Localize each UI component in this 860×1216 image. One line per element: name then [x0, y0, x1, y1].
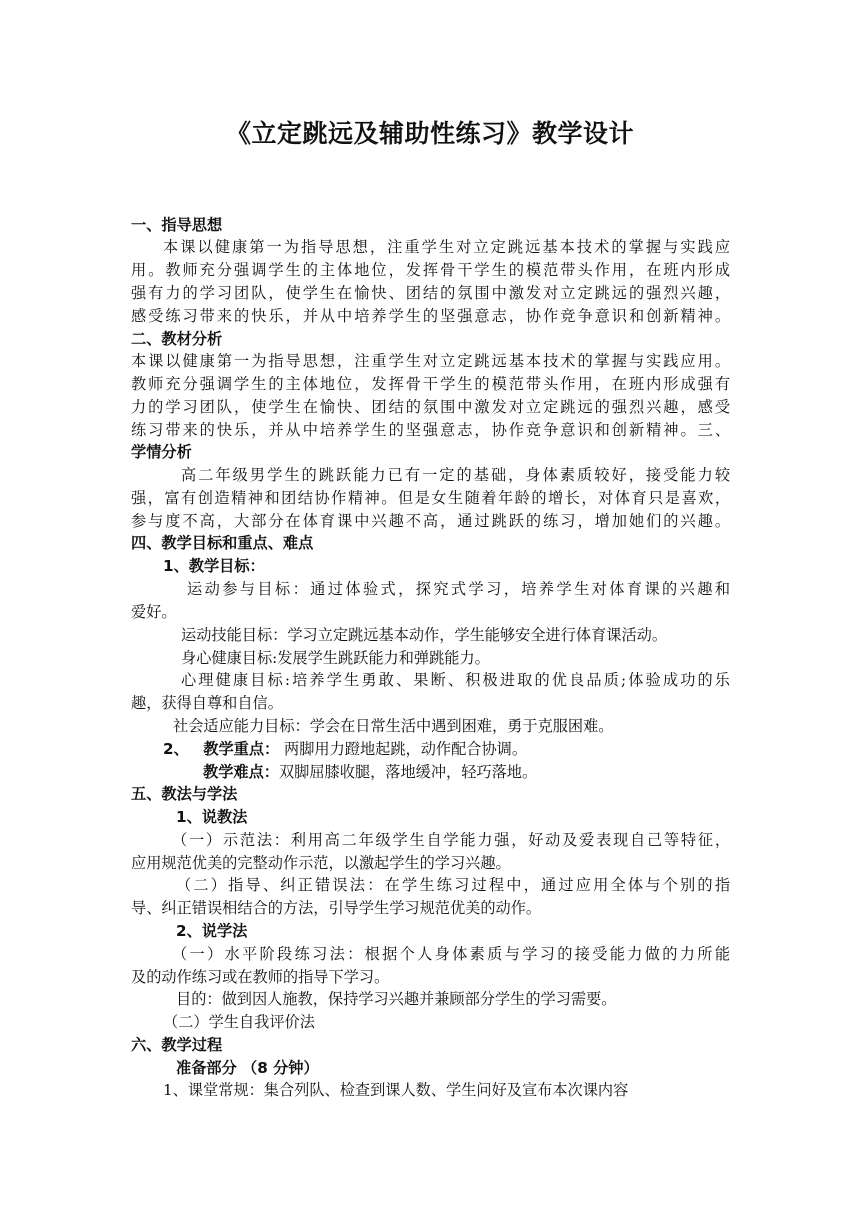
paragraph-line: 导、纠正错误相结合的方法，引导学生学习规范优美的动作。: [131, 899, 542, 917]
paragraph-line: 目的：做到因人施教，保持学习兴趣并兼顾部分学生的学习需要。: [176, 990, 617, 1008]
paragraph-line: 运动参与目标：通过体验式，探究式学习，培养学生对体育课的兴趣和: [187, 580, 730, 598]
paragraph-line: 练习带来的快乐，并从中培养学生的坚强意志，协作竞争意识和创新精神。三、: [131, 421, 730, 439]
paragraph-line: 本课以健康第一为指导思想，注重学生对立定跳远基本技术的掌握与实践应: [163, 238, 730, 256]
paragraph-line: 本课以健康第一为指导思想，注重学生对立定跳远基本技术的掌握与实践应用。: [131, 352, 730, 370]
paragraph-line: 强，富有创造精神和团结协作精神。但是女生随着年龄的增长，对体育只是喜欢，: [131, 489, 730, 507]
paragraph-line: （二）学生自我评价法: [163, 1013, 315, 1031]
paragraph-line: （二）指导、纠正错误法：在学生练习过程中，通过应用全体与个别的指: [176, 876, 730, 894]
paragraph-line: 教师充分强调学生的主体地位，发挥骨干学生的模范带头作用，在班内形成强有: [131, 375, 730, 393]
section-heading-3: 学情分析: [131, 443, 192, 461]
key-point-label: 教学重点：: [203, 740, 280, 758]
document-title: 《立定跳远及辅助性练习》教学设计: [225, 119, 634, 148]
paragraph-line: 趣，获得自尊和自信。: [131, 694, 283, 712]
paragraph-line: 高二年级男学生的跳跃能力已有一定的基础，身体素质较好，接受能力较: [181, 466, 730, 484]
paragraph-line: （一）示范法：利用高二年级学生自学能力强，好动及爱表现自己等特征，: [172, 831, 730, 849]
paragraph-line: 及的动作练习或在教师的指导下学习。: [131, 968, 390, 986]
subheading: 2、说学法: [176, 922, 248, 940]
paragraph-line: 参与度不高，大部分在体育课中兴趣不高，通过跳跃的练习，增加她们的兴趣。: [131, 512, 730, 530]
paragraph-line: 应用规范优美的完整动作示范，以激起学生的学习兴趣。: [131, 854, 511, 872]
difficulty-label: 教学难点：: [203, 763, 279, 781]
paragraph-line: 心理健康目标:培养学生勇敢、果断、积极进取的优良品质;体验成功的乐: [181, 671, 730, 689]
paragraph-line: 用。教师充分强调学生的主体地位，发挥骨干学生的模范带头作用，在班内形成: [131, 261, 730, 279]
section-heading-6: 六、教学过程: [131, 1036, 223, 1054]
paragraph-line: [203, 761, 730, 783]
paragraph-line: 运动技能目标：学习立定跳远基本动作，学生能够安全进行体育课活动。: [181, 626, 667, 644]
paragraph-line: 身心健康目标:发展学生跳跃能力和弹跳能力。: [181, 649, 490, 667]
paragraph-line: 1、课堂常规：集合列队、检查到课人数、学生问好及宣布本次课内容: [163, 1081, 629, 1099]
paragraph-line: 强有力的学习团队，使学生在愉快、团结的氛围中激发对立定跳远的强烈兴趣，: [131, 284, 730, 302]
section-heading-4: 四、教学目标和重点、难点: [131, 534, 314, 552]
subheading: 1、教学目标：: [163, 557, 265, 575]
paragraph-line: [163, 738, 730, 760]
list-number: 2、: [163, 740, 189, 758]
section-heading-1: 一、指导思想: [131, 216, 223, 234]
subheading: 准备部分 （8 分钟）: [176, 1059, 319, 1077]
paragraph-line: （一）水平阶段练习法：根据个人身体素质与学习的接受能力做的力所能: [172, 945, 730, 963]
difficulty-text: 双脚屈膝收腿，落地缓冲，轻巧落地。: [278, 763, 538, 781]
section-heading-5: 五、教法与学法: [131, 785, 238, 803]
paragraph-line: 爱好。: [131, 603, 177, 621]
paragraph-line: 力的学习团队，使学生在愉快、团结的氛围中激发对立定跳远的强烈兴趣，感受: [131, 398, 730, 416]
subheading: 1、说教法: [176, 808, 248, 826]
key-point-text: 两脚用力蹬地起跳，动作配合协调。: [284, 740, 528, 758]
section-heading-2: 二、教材分析: [131, 330, 223, 348]
paragraph-line: 感受练习带来的快乐，并从中培养学生的坚强意志，协作竞争意识和创新精神。: [131, 307, 730, 325]
paragraph-line: 社会适应能力目标：学会在日常生活中遇到困难，勇于克服困难。: [173, 717, 614, 735]
